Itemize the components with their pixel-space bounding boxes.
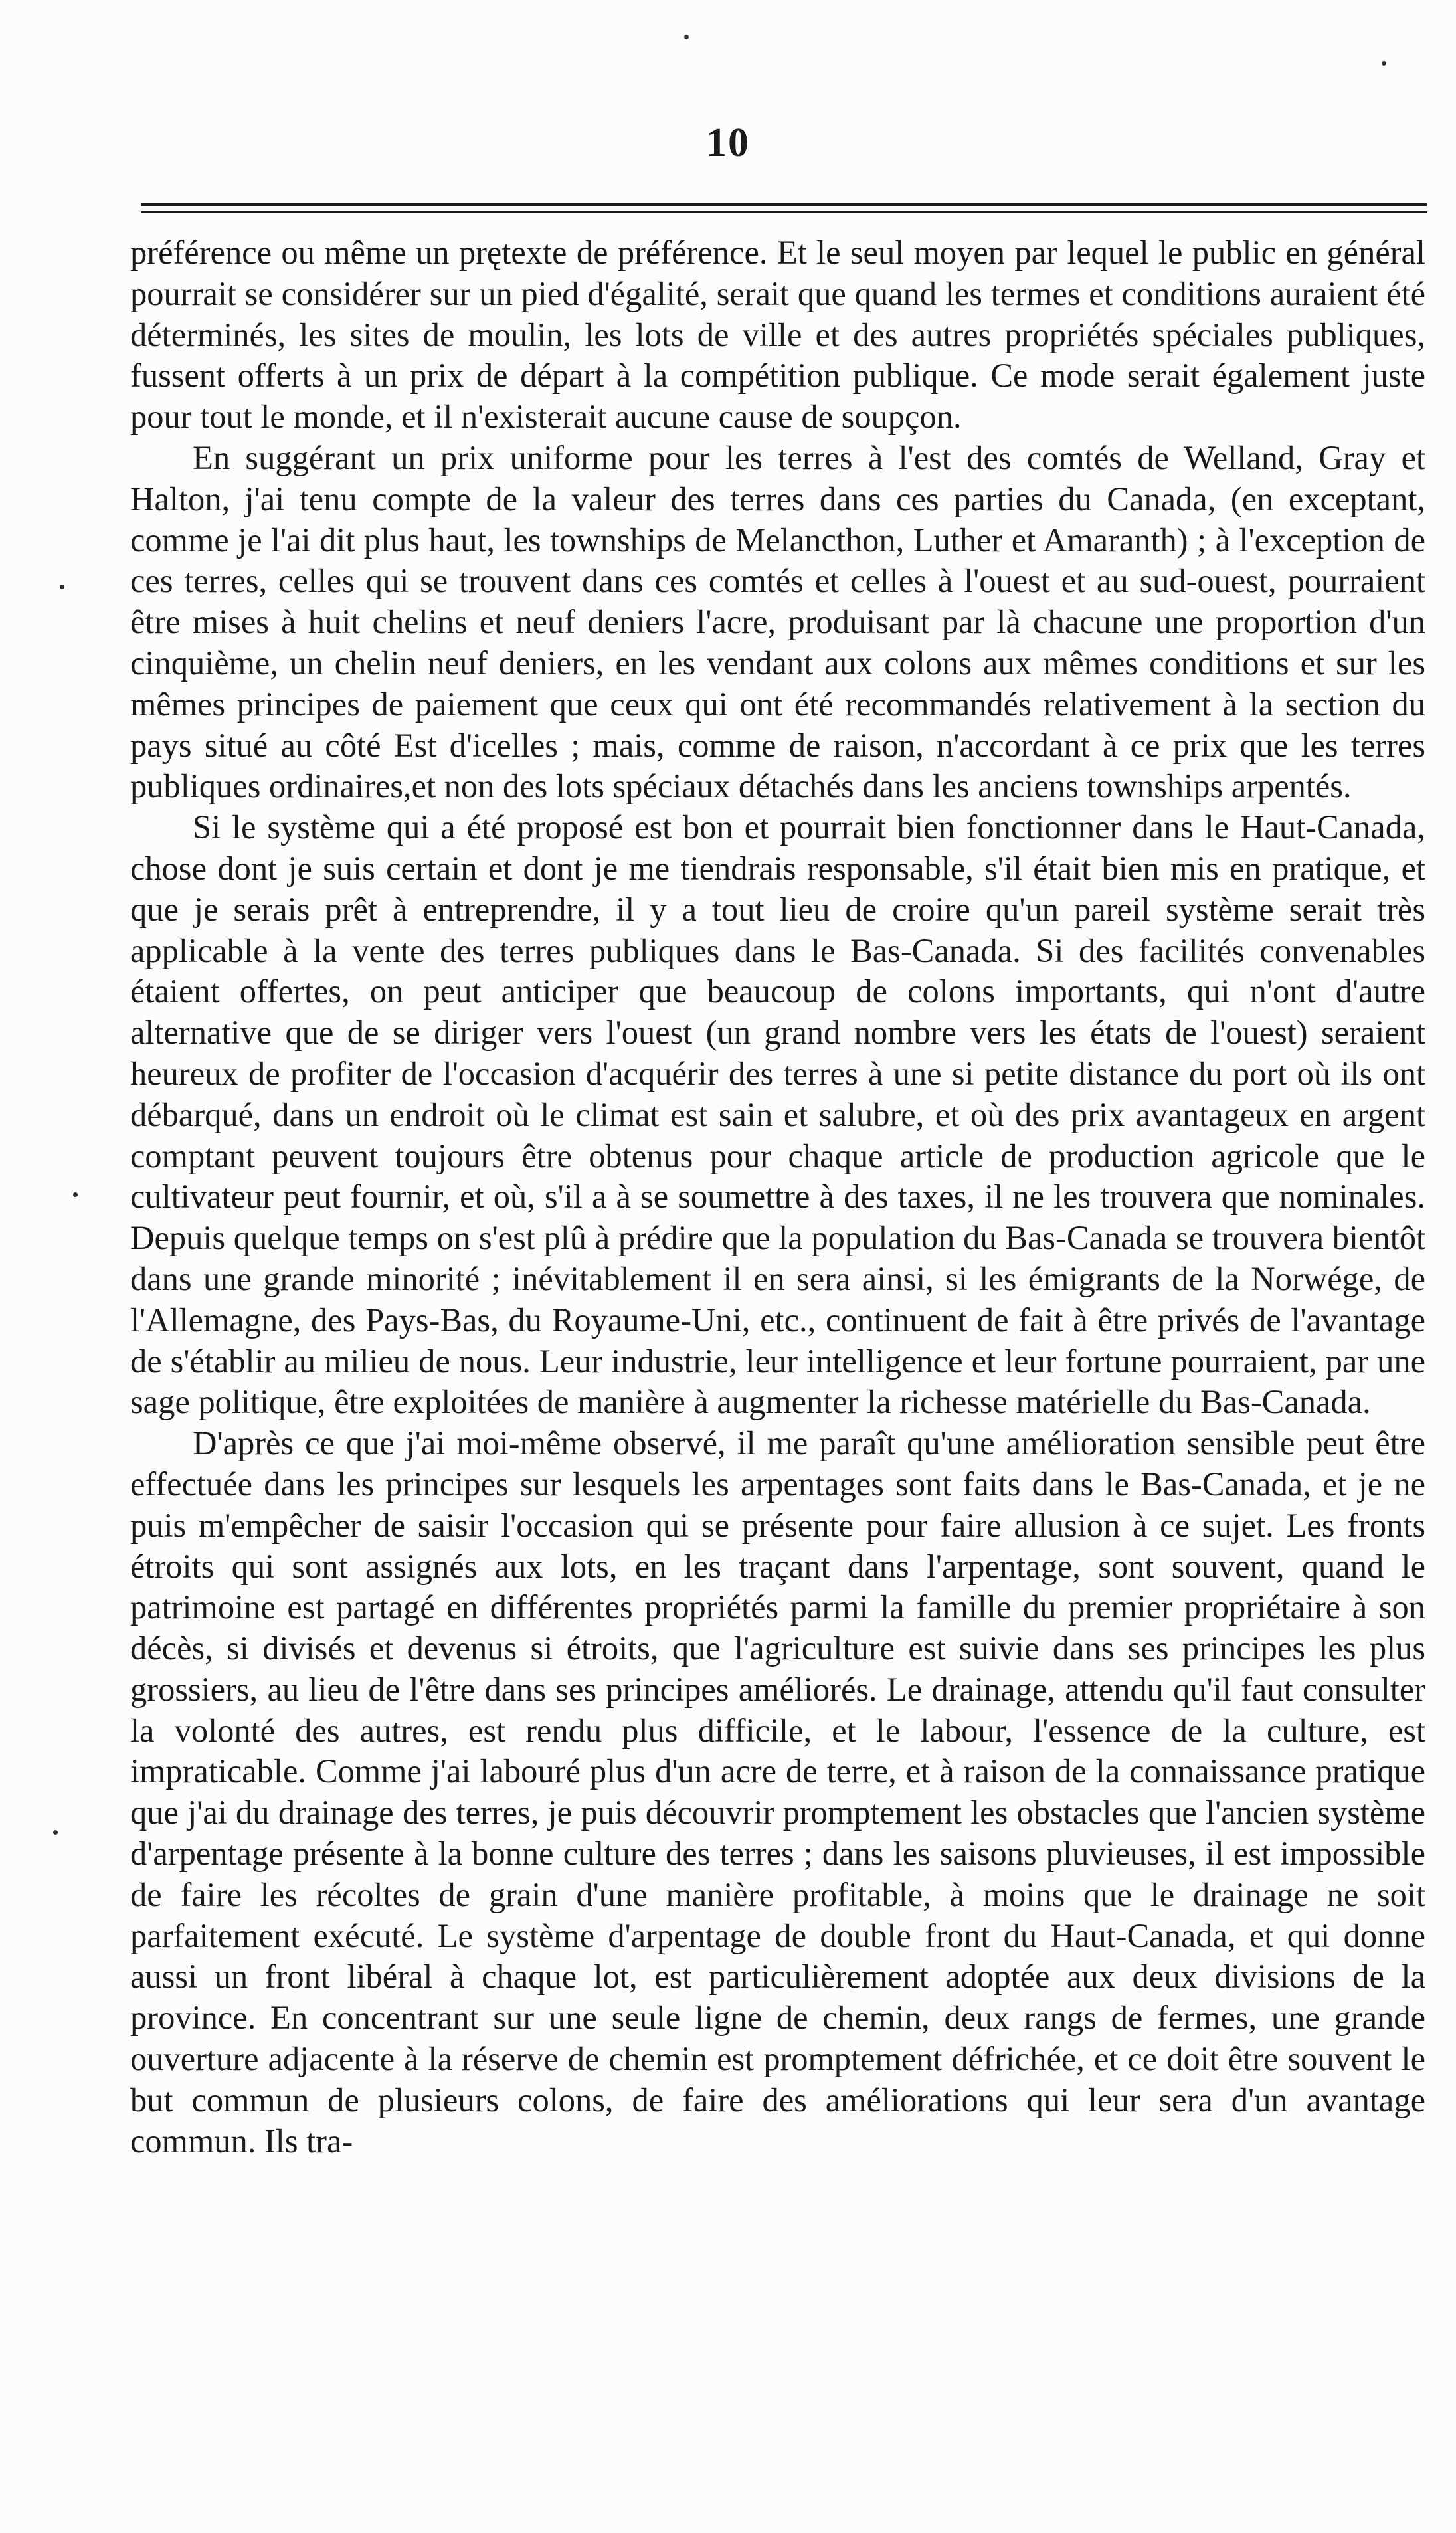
page-number: 10	[706, 120, 750, 165]
paragraph-1: préférence ou même un prętexte de préférence. Et le seul moyen par lequel le public en général pourrait se considérer sur un pied d'égalité, serait que quand les termes et conditions auraient été déterminés, les sites de moulin, les lots de ville et des autres propriétés spéciales publiques, fussent offerts à un prix de départ à la compétition publique. Ce mode serait également juste pour tout le monde, et il n'existerait aucune cause de soupçon.	[130, 234, 1425, 436]
paragraph-2: En suggérant un prix uniforme pour les terres à l'est des comtés de Welland, Gray et Halton, j'ai tenu compte de la valeur des terres dans ces parties du Canada, (en exceptant, comme je l'ai dit plus haut, les townships de Melancthon, Luther et Amaranth) ; à l'exception de ces terres, celles qui se trouvent dans ces comtés et celles à l'ouest et au sud-ouest, pourraient être mises à huit chelins et neuf deniers l'acre, produisant par là chacune une proportion d'un cinquième, un chelin neuf deniers, en les vendant aux colons aux mêmes conditions et sur les mêmes principes de paiement que ceux qui ont été recommandés relativement à la section du pays situé au côté Est d'icelles ; mais, comme de raison, n'accordant à ce prix que les terres publiques ordinaires,et non des lots spéciaux détachés dans les anciens townships arpentés.	[130, 438, 1425, 805]
header-rule-thin	[141, 211, 1427, 213]
scan-speck	[1382, 61, 1386, 66]
body-text	[130, 233, 1425, 2162]
scan-speck	[53, 1830, 58, 1835]
scan-speck	[60, 585, 64, 589]
scan-speck	[73, 1192, 78, 1197]
scan-speck	[684, 35, 689, 39]
header-rule	[141, 203, 1427, 206]
paragraph-4: D'après ce que j'ai moi-même observé, il me paraît qu'une amélioration sensible peut être effectuée dans les principes sur lesquels les arpentages sont faits dans le Bas-Canada, et je ne puis m'empêcher de saisir l'occasion qui se présente pour faire allusion à ce sujet. Les fronts étroits qui sont assignés aux lots, en les traçant dans l'arpentage, sont souvent, quand le patrimoine est partagé en différentes propriétés parmi la famille du premier propriétaire à son décès, si divisés et devenus si étroits, que l'agriculture est suivie dans ses principes les plus grossiers, au lieu de l'être dans ses principes améliorés. Le drainage, attendu qu'il faut consulter la volonté des autres, est rendu plus difficile, et le labour, l'essence de la culture, est impraticable. Comme j'ai labouré plus d'un acre de terre, et à raison de la connaissance pratique que j'ai du drainage des terres, je puis découvrir promptement les obstacles que l'ancien système d'arpentage présente à la bonne culture des terres ; dans les saisons pluvieuses, il est impossible de faire les récoltes de grain d'une manière profitable, à moins que le drainage ne soit parfaitement exécuté. Le système d'arpentage de double front du Haut-Canada, et qui donne aussi un front libéral à chaque lot, est particulièrement adoptée aux deux divisions de la province. En concentrant sur une seule ligne de chemin, deux rangs de fermes, une grande ouverture adjacente à la réserve de chemin est promptement défrichée, et ce doit être souvent le but commun de plusieurs colons, de faire des améliorations qui leur sera d'un avantage commun. Ils tra-	[130, 1424, 1425, 2160]
paragraph-3: Si le système qui a été proposé est bon et pourrait bien fonctionner dans le Haut-Canada, chose dont je suis certain et dont je me tiendrais responsable, s'il était bien mis en pratique, et que je serais prêt à entreprendre, il y a tout lieu de croire qu'un pareil système serait très applicable à la vente des terres publiques dans le Bas-Canada. Si des facilités convenables étaient offertes, on peut anticiper que beaucoup de colons importants, qui n'ont d'autre alternative que de se diriger vers l'ouest (un grand nombre vers les états de l'ouest) seraient heureux de profiter de l'occasion d'acquérir des terres à une si petite distance du port où ils ont débarqué, dans un endroit où le climat est sain et salubre, et où des prix avantageux en argent comptant peuvent toujours être obtenus pour chaque article de production agricole que le cultivateur peut fournir, et où, s'il a à se soumettre à des taxes, il ne les trouvera que nominales. Depuis quelque temps on s'est plû à prédire que la population du Bas-Canada se trouvera bientôt dans une grande minorité ; inévitablement il en sera ainsi, si les émigrants de la Norwége, de l'Allemagne, des Pays-Bas, du Royaume-Uni, etc., continuent de fait à être privés de l'avantage de s'établir au milieu de nous. Leur industrie, leur intelligence et leur fortune pourraient, par une sage politique, être exploitées de manière à augmenter la richesse matérielle du Bas-Canada.	[130, 808, 1425, 1421]
